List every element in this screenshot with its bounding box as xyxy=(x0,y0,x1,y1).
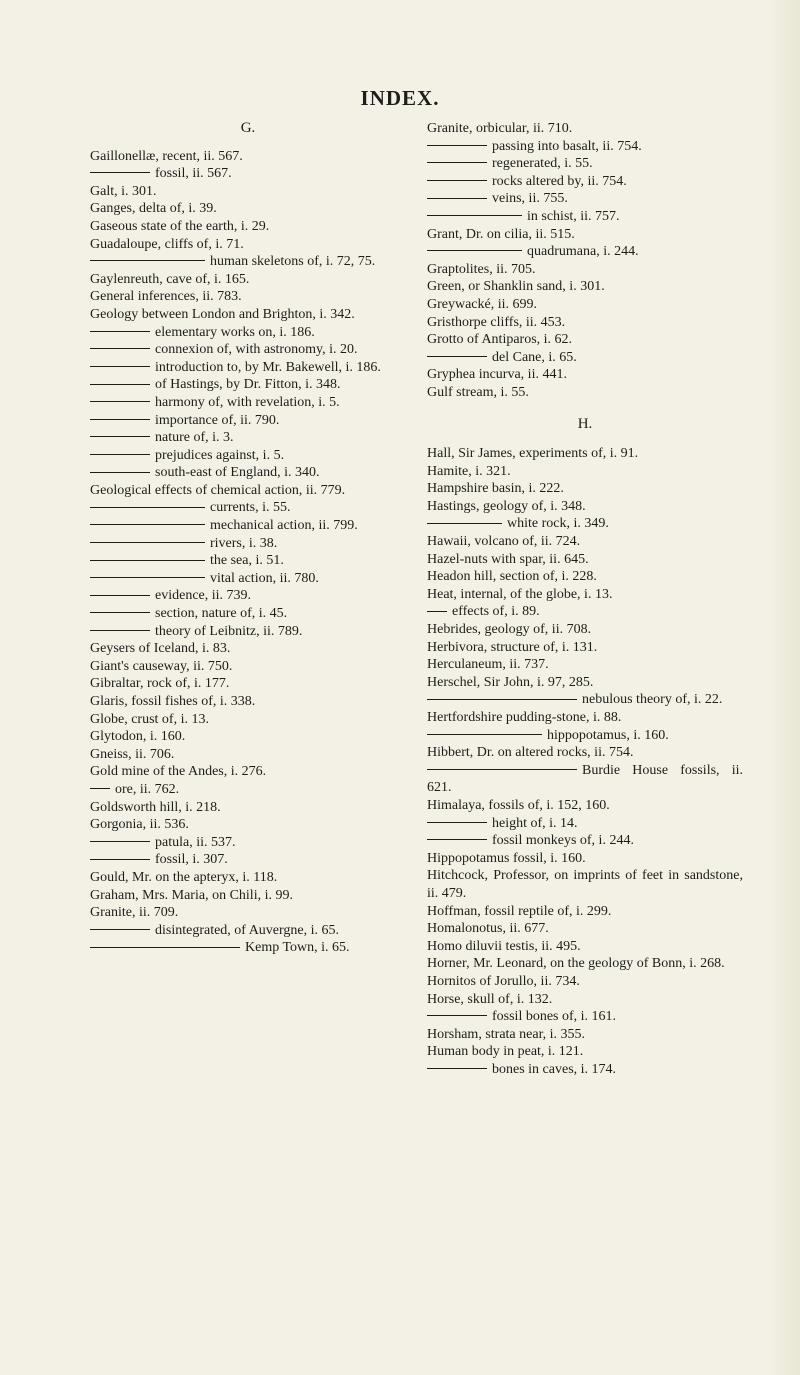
index-entry xyxy=(90,693,406,711)
index-entry-text: regenerated, i. 55. xyxy=(492,156,593,172)
index-entry xyxy=(427,138,743,156)
index-entry xyxy=(90,711,406,729)
index-entry-text: Gulf stream, i. 55. xyxy=(427,384,529,400)
ditto-dash xyxy=(427,162,487,163)
index-entry xyxy=(427,762,743,797)
index-entry-text: Herculaneum, ii. 737. xyxy=(427,657,549,673)
index-entry-text: hippopotamus, i. 160. xyxy=(547,727,669,743)
index-entry xyxy=(427,226,743,244)
index-entry-text: white rock, i. 349. xyxy=(507,516,609,532)
index-entry-text: Geysers of Iceland, i. 83. xyxy=(90,641,231,657)
index-entry xyxy=(90,834,406,852)
index-entry-text: bones in caves, i. 174. xyxy=(492,1061,617,1077)
index-entry xyxy=(90,288,406,306)
index-entry xyxy=(90,183,406,201)
index-entry-text: Kemp Town, i. 65. xyxy=(245,940,350,956)
index-entry-text: Grant, Dr. on cilia, ii. 515. xyxy=(427,226,575,242)
index-entry-text: Herbivora, structure of, i. 131. xyxy=(427,639,598,655)
index-entry xyxy=(427,384,743,402)
index-entry xyxy=(427,938,743,956)
index-entry xyxy=(427,120,743,138)
index-entry xyxy=(90,464,406,482)
index-entry xyxy=(90,605,406,623)
index-entry xyxy=(427,744,743,762)
index-entry xyxy=(90,623,406,641)
ditto-dash xyxy=(427,523,502,524)
index-entry xyxy=(427,991,743,1009)
index-entry-text: Hornitos of Jorullo, ii. 734. xyxy=(427,973,580,989)
index-entry-text: rivers, i. 38. xyxy=(210,535,278,551)
index-entry-text: in schist, ii. 757. xyxy=(527,208,620,224)
index-entry-text: Homalonotus, ii. 677. xyxy=(427,921,549,937)
index-entry-text: rocks altered by, ii. 754. xyxy=(492,173,627,189)
index-entry-text: Himalaya, fossils of, i. 152, 160. xyxy=(427,797,610,813)
index-entry-text: currents, i. 55. xyxy=(210,500,291,516)
index-entry-text: Glytodon, i. 160. xyxy=(90,729,186,745)
ditto-dash xyxy=(427,734,542,735)
index-entry-text: Heat, internal, of the globe, i. 13. xyxy=(427,586,613,602)
index-entry-text: connexion of, with astronomy, i. 20. xyxy=(155,342,358,358)
index-entry-text: Horsham, strata near, i. 355. xyxy=(427,1026,586,1042)
index-entry xyxy=(427,691,743,709)
index-entry-text: Geology between London and Brighton, i. 342. xyxy=(90,306,355,322)
index-entry xyxy=(427,515,743,533)
index-entry xyxy=(427,314,743,332)
index-entry-text: veins, ii. 755. xyxy=(492,191,568,207)
index-entry xyxy=(90,341,406,359)
ditto-dash xyxy=(427,611,447,612)
index-entry xyxy=(90,429,406,447)
ditto-dash xyxy=(90,507,205,508)
index-entry-text: Hazel-nuts with spar, ii. 645. xyxy=(427,551,589,567)
ditto-dash xyxy=(427,180,487,181)
index-entry-text: theory of Leibnitz, ii. 789. xyxy=(155,623,303,639)
index-entry xyxy=(427,480,743,498)
ditto-dash xyxy=(427,250,522,251)
index-entry xyxy=(90,728,406,746)
index-entry xyxy=(90,746,406,764)
section-letter-g: G. xyxy=(240,120,256,136)
section-letter-h: H. xyxy=(577,415,593,432)
index-entry-text: Graptolites, ii. 705. xyxy=(427,261,536,277)
index-entry xyxy=(427,727,743,745)
index-entry-text: of Hastings, by Dr. Fitton, i. 348. xyxy=(155,377,341,393)
index-entry xyxy=(427,797,743,815)
index-entry-text: Guadaloupe, cliffs of, i. 71. xyxy=(90,236,244,252)
index-entry xyxy=(90,499,406,517)
index-entry-text: south-east of England, i. 340. xyxy=(155,465,320,481)
ditto-dash xyxy=(90,841,150,842)
index-entry-text: fossil monkeys of, i. 244. xyxy=(492,833,634,849)
index-entry-text: effects of, i. 89. xyxy=(452,604,540,620)
ditto-dash xyxy=(90,366,150,367)
index-entry xyxy=(90,939,406,957)
index-entry xyxy=(427,674,743,692)
index-entry-text: Herschel, Sir John, i. 97, 285. xyxy=(427,674,594,690)
index-entry xyxy=(427,331,743,349)
index-entry xyxy=(427,815,743,833)
index-entry-text: Galt, i. 301. xyxy=(90,183,157,199)
index-entry xyxy=(90,394,406,412)
ditto-dash xyxy=(90,612,150,613)
index-entry xyxy=(90,324,406,342)
ditto-dash xyxy=(90,419,150,420)
index-entry xyxy=(427,445,743,463)
ditto-dash xyxy=(90,542,205,543)
index-entry-text: human skeletons of, i. 72, 75. xyxy=(210,254,376,270)
index-entry-text: Gold mine of the Andes, i. 276. xyxy=(90,764,267,780)
index-entry xyxy=(427,955,743,973)
index-entry xyxy=(90,218,406,236)
index-entry xyxy=(90,904,406,922)
index-entry-text: Hibbert, Dr. on altered rocks, ii. 754. xyxy=(427,745,634,761)
index-entry xyxy=(90,570,406,588)
index-entry-text: Graham, Mrs. Maria, on Chili, i. 99. xyxy=(90,887,293,903)
left-column xyxy=(90,120,406,957)
index-entry-text: Globe, crust of, i. 13. xyxy=(90,711,209,727)
index-entry xyxy=(427,867,743,902)
right-column xyxy=(427,120,743,1078)
index-entry xyxy=(427,208,743,226)
index-entry-text: del Cane, i. 65. xyxy=(492,349,577,365)
index-entry xyxy=(90,869,406,887)
index-entry xyxy=(427,850,743,868)
ditto-dash xyxy=(90,947,240,948)
index-entry-text: Goldsworth hill, i. 218. xyxy=(90,799,221,815)
ditto-dash xyxy=(90,260,205,261)
index-entry-text: vital action, ii. 780. xyxy=(210,570,319,586)
index-entry-text: Human body in peat, i. 121. xyxy=(427,1044,584,1060)
index-entry-text: fossil bones of, i. 161. xyxy=(492,1009,617,1025)
index-entry xyxy=(427,1008,743,1026)
index-entry xyxy=(427,155,743,173)
ditto-dash xyxy=(427,215,522,216)
index-entry xyxy=(427,603,743,621)
index-entry xyxy=(90,359,406,377)
index-entry-text: Headon hill, section of, i. 228. xyxy=(427,569,597,585)
index-entry xyxy=(90,236,406,254)
index-entry xyxy=(90,376,406,394)
index-entry xyxy=(427,533,743,551)
index-entry-text: elementary works on, i. 186. xyxy=(155,324,315,340)
index-entry-text: the sea, i. 51. xyxy=(210,553,284,569)
ditto-dash xyxy=(90,524,205,525)
right-entry-list-g xyxy=(427,120,743,402)
index-entry-text: Burdie House fossils, ii. 621. xyxy=(427,762,743,796)
index-entry-text: Green, or Shanklin sand, i. 301. xyxy=(427,279,605,295)
index-entry xyxy=(427,586,743,604)
index-entry-text: Hertfordshire pudding-stone, i. 88. xyxy=(427,710,622,725)
index-entry xyxy=(90,200,406,218)
index-entry xyxy=(427,1043,743,1061)
index-entry xyxy=(90,517,406,535)
index-entry-text: Hippopotamus fossil, i. 160. xyxy=(427,850,586,866)
index-entry xyxy=(427,243,743,261)
index-entry xyxy=(427,903,743,921)
ditto-dash xyxy=(427,145,487,146)
index-entry-text: Hoffman, fossil reptile of, i. 299. xyxy=(427,903,612,919)
index-entry xyxy=(427,349,743,367)
ditto-dash xyxy=(90,472,150,473)
ditto-dash xyxy=(90,401,150,402)
index-entry-text: Hastings, geology of, i. 348. xyxy=(427,498,586,514)
index-entry-text: harmony of, with revelation, i. 5. xyxy=(155,394,340,410)
index-entry-text: Gneiss, ii. 706. xyxy=(90,746,175,762)
index-entry-text: Horner, Mr. Leonard, on the geology of Bonn, i. 268. xyxy=(427,956,725,972)
index-entry-text: Hamite, i. 321. xyxy=(427,463,511,479)
index-entry xyxy=(427,832,743,850)
index-entry xyxy=(427,278,743,296)
index-entry-text: Hampshire basin, i. 222. xyxy=(427,481,564,497)
index-entry-text: introduction to, by Mr. Bakewell, i. 186. xyxy=(155,359,381,375)
index-entry-text: quadrumana, i. 244. xyxy=(527,244,639,260)
index-entry-text: Grotto of Antiparos, i. 62. xyxy=(427,332,573,348)
index-entry-text: passing into basalt, ii. 754. xyxy=(492,138,642,154)
index-entry-text: disintegrated, of Auvergne, i. 65. xyxy=(155,922,340,938)
index-entry xyxy=(90,887,406,905)
index-entry xyxy=(90,535,406,553)
index-entry xyxy=(90,148,406,166)
index-entry xyxy=(90,640,406,658)
index-entry-text: Gibraltar, rock of, i. 177. xyxy=(90,676,230,692)
index-entry-text: Giant's causeway, ii. 750. xyxy=(90,658,233,674)
ditto-dash xyxy=(90,172,150,173)
index-entry xyxy=(90,781,406,799)
index-entry xyxy=(427,296,743,314)
index-entry xyxy=(90,552,406,570)
index-entry-text: ore, ii. 762. xyxy=(115,781,180,797)
left-entry-list xyxy=(90,148,406,957)
ditto-dash xyxy=(427,769,577,770)
index-entry-text: General inferences, ii. 783. xyxy=(90,289,242,305)
ditto-dash xyxy=(90,454,150,455)
index-entry-text: section, nature of, i. 45. xyxy=(155,606,288,622)
index-entry xyxy=(427,568,743,586)
index-entry xyxy=(427,1061,743,1079)
ditto-dash xyxy=(427,198,487,199)
ditto-dash xyxy=(90,348,150,349)
index-entry-text: Homo diluvii testis, ii. 495. xyxy=(427,938,581,954)
index-entry xyxy=(90,271,406,289)
ditto-dash xyxy=(427,1068,487,1069)
index-entry xyxy=(427,463,743,481)
index-entry-text: Granite, orbicular, ii. 710. xyxy=(427,121,573,136)
index-entry-text: Horse, skull of, i. 132. xyxy=(427,991,553,1007)
index-entry-text: Ganges, delta of, i. 39. xyxy=(90,201,217,217)
index-entry-text: height of, i. 14. xyxy=(492,815,578,831)
index-entry xyxy=(427,190,743,208)
index-entry-text: Gorgonia, ii. 536. xyxy=(90,817,189,833)
index-entry xyxy=(427,366,743,384)
ditto-dash xyxy=(90,630,150,631)
ditto-dash xyxy=(427,822,487,823)
index-entry xyxy=(90,447,406,465)
index-entry xyxy=(427,261,743,279)
index-entry xyxy=(427,1026,743,1044)
ditto-dash xyxy=(427,699,577,700)
index-entry-text: mechanical action, ii. 799. xyxy=(210,518,358,534)
index-entry xyxy=(427,709,743,727)
page-edge-shadow xyxy=(770,0,800,1375)
index-entry-text: fossil, i. 307. xyxy=(155,852,228,868)
index-entry xyxy=(427,551,743,569)
index-entry-text: Granite, ii. 709. xyxy=(90,905,179,921)
index-entry xyxy=(90,922,406,940)
index-entry-text: Gristhorpe cliffs, ii. 453. xyxy=(427,314,566,330)
index-entry-text: evidence, ii. 739. xyxy=(155,588,252,604)
index-entry xyxy=(90,763,406,781)
index-entry xyxy=(427,173,743,191)
index-entry xyxy=(90,675,406,693)
index-entry-text: prejudices against, i. 5. xyxy=(155,447,285,463)
index-entry-text: Hawaii, volcano of, ii. 724. xyxy=(427,534,581,550)
ditto-dash xyxy=(90,436,150,437)
index-entry-text: Gould, Mr. on the apteryx, i. 118. xyxy=(90,869,278,885)
index-entry xyxy=(90,851,406,869)
index-entry xyxy=(427,656,743,674)
index-entry-text: Gaillonellæ, recent, ii. 567. xyxy=(90,148,243,164)
ditto-dash xyxy=(427,1015,487,1016)
ditto-dash xyxy=(427,839,487,840)
index-entry xyxy=(427,498,743,516)
ditto-dash xyxy=(90,595,150,596)
index-entry-text: patula, ii. 537. xyxy=(155,834,236,850)
index-entry xyxy=(90,587,406,605)
index-entry xyxy=(90,412,406,430)
index-entry xyxy=(90,799,406,817)
index-entry-text: Glaris, fossil fishes of, i. 338. xyxy=(90,694,256,709)
ditto-dash xyxy=(90,859,150,860)
ditto-dash xyxy=(90,577,205,578)
index-entry-text: fossil, ii. 567. xyxy=(155,166,232,182)
index-entry-text: nebulous theory of, i. 22. xyxy=(582,692,723,708)
index-entry xyxy=(90,165,406,183)
index-entry-text: nature of, i. 3. xyxy=(155,430,234,446)
ditto-dash xyxy=(90,788,110,789)
index-entry xyxy=(427,973,743,991)
ditto-dash xyxy=(90,331,150,332)
index-entry-text: importance of, ii. 790. xyxy=(155,412,280,428)
right-entry-list-h xyxy=(427,445,743,1078)
index-entry-text: Geological effects of chemical action, ii. 779. xyxy=(90,482,346,498)
index-entry-text: Gaylenreuth, cave of, i. 165. xyxy=(90,271,250,287)
index-entry xyxy=(90,253,406,271)
index-entry xyxy=(90,306,406,324)
index-entry xyxy=(90,816,406,834)
index-entry xyxy=(427,920,743,938)
index-entry-text: Gaseous state of the earth, i. 29. xyxy=(90,218,270,234)
index-entry xyxy=(427,621,743,639)
index-entry xyxy=(427,639,743,657)
ditto-dash xyxy=(90,384,150,385)
index-entry xyxy=(90,482,406,500)
ditto-dash xyxy=(427,356,487,357)
index-entry-text: Greywacké, ii. 699. xyxy=(427,296,538,312)
index-entry-text: Gryphea incurva, ii. 441. xyxy=(427,367,567,383)
index-entry-text: Hebrides, geology of, ii. 708. xyxy=(427,622,592,638)
page-header: INDEX. xyxy=(360,86,440,110)
ditto-dash xyxy=(90,929,150,930)
index-entry xyxy=(90,658,406,676)
index-entry-text: Hitchcock, Professor, on imprints of feet in sandstone, ii. 479. xyxy=(427,868,743,901)
ditto-dash xyxy=(90,560,205,561)
index-entry-text: Hall, Sir James, experiments of, i. 91. xyxy=(427,446,639,462)
